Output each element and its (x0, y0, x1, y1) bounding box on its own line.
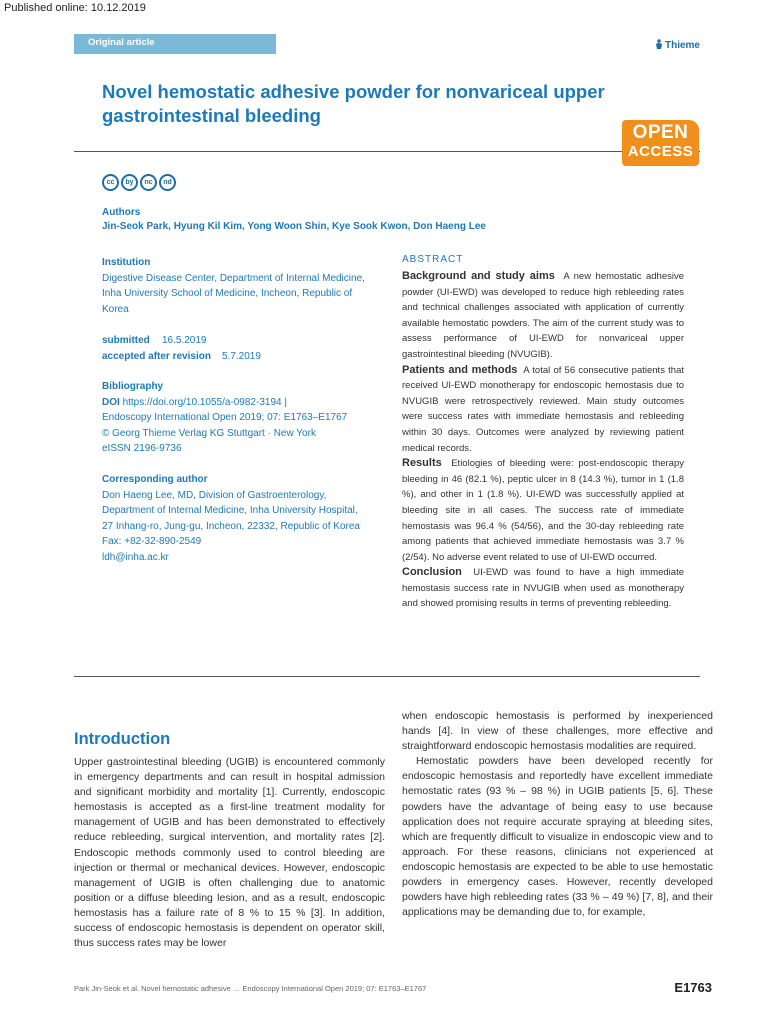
section-text: UI-EWD was found to have a high immediate hemostasis success rate in NVUGIB when used as monotherapy and showed promising results in terms of preventing rebleeding. (402, 567, 685, 610)
license-icons (102, 174, 176, 192)
page-number: E1763 (674, 980, 712, 995)
intro-paragraph: when endoscopic hemostasis is performed by inexperienced hands [4]. In view of these challenges, more effective and straightforward endoscopic hemostasis modalities are required. (402, 710, 713, 753)
abstract-results (402, 456, 684, 565)
cc-nc-icon: nc (140, 174, 157, 191)
intro-paragraph: Hemostatic powders have been developed recently for endoscopic hemostasis and reportedly have excellent immediate hemostatic rates (93 % – 98 %) in UGIB patients [5, 6]. These powders have the advantage of being easy to use because application does not require accurate spraying at bleeding sites, which are frequently difficult to visualize in endoscopic view and to approach. For these reasons, clinicians not experienced at endoscopic hemostasis are expected to be able to use hemostatic powders in emergency cases. However, recently developed powders have high rebleeding rates (33 % – 49 %) [7, 8], and their applications may be demanding due to, for example, (402, 755, 713, 919)
article-type-banner (74, 34, 276, 54)
section-text: A new hemostatic adhesive powder (UI-EWD) was developed to reduce high rebleeding rates and technical challenges associated with application of currently available hemostatic powders. The aim of the current study was to assess performance of UI-EWD for nonvariceal upper gastrointestinal bleeding (NVUGIB). (402, 271, 684, 360)
section-text: Etiologies of bleeding were: post-endoscopic therapy bleeding in 46 (82.1 %), peptic ulcer in 8 (14.3 %), tumor in 1 (1.8 %), and other in 1 (1.8 %). UI-EWD was successfully applied at bleeding site in all cases. The success rate of immediate hemostasis was 96.4 % (54/56), and the 30-day rebleeding rate among patients that achieved immediate hemostasis was 3.7 % (2/54). No adverse event related to use of UI-EWD occurred. (402, 458, 684, 563)
publisher-logo (655, 38, 700, 51)
abstract-methods (402, 363, 684, 457)
authors-label: Authors (102, 207, 141, 218)
thieme-logo-icon (655, 39, 663, 49)
institution-line: Digestive Disease Center, Department of Internal Medicine, (102, 272, 365, 284)
published-date: Published online: 10.12.2019 (4, 2, 146, 14)
section-label: Patients and methods (402, 363, 518, 376)
institution-label: Institution (102, 257, 151, 268)
cc-icon: cc (102, 174, 119, 191)
copyright: © Georg Thieme Verlag KG Stuttgart · New York (102, 427, 316, 439)
publisher-name: Thieme (664, 40, 700, 51)
section-text: A total of 56 consecutive patients that received UI-EWD monotherapy for endoscopic hemostasis due to NVUGIB were retrospectively reviewed. Main study outcomes were success rates with immediate hemostasis and rebleeding within 30 days. Outcomes were analyzed by reviewing patient medical records. (402, 364, 684, 454)
abstract-divider (74, 676, 700, 677)
intro-paragraph: Upper gastrointestinal bleeding (UGIB) is encountered commonly in emergency departments and can result in hospital admission and significant morbidity and mortality [1]. Currently, endoscopic hemostasis is accepted as a first-line treatment modality for management of UGIB and has been demonstrated to effectively reduce rebleeding, surgical intervention, and mortality rates [2]. Endoscopic methods commonly used to control bleeding are injection or thermal or mechanical devices. However, endoscopic management of UGIB is often challenging due to anatomic position or a diffuse bleeding lesion, and as a result, endoscopic hemostasis has a failure rate of 8 % to 15 % [3]. In addition, success of endoscopic hemostasis is dependent on operator skill, thus success rates may be lower (74, 756, 385, 950)
email-link[interactable]: ldh@inha.ac.kr (102, 551, 169, 563)
running-footer: Park Jin-Seok et al. Novel hemostatic adhesive … Endoscopy International Open 2019; 07: E1763–E1767 (74, 984, 427, 993)
corresponding-line: 27 Inhang-ro, Jung-gu, Incheon, 22332, Republic of Korea (102, 520, 360, 532)
article-type-label: Original article (88, 37, 155, 48)
body-column-left (74, 755, 385, 951)
institution-line: Korea (102, 303, 129, 315)
cc-nd-icon: nd (159, 174, 176, 191)
abstract-heading: ABSTRACT (402, 254, 464, 265)
submitted-label: submitted (102, 335, 150, 346)
authors-names: Jin-Seok Park, Hyung Kil Kim, Yong Woon Shin, Kye Sook Kwon, Don Haeng Lee (102, 221, 486, 232)
doi-link[interactable]: https://doi.org/10.1055/a-0982-3194 | (122, 396, 287, 408)
open-access-line1: OPEN (632, 122, 689, 143)
open-access-line2: ACCESS (627, 143, 694, 160)
header-divider (74, 151, 700, 152)
fax: Fax: +82-32-890-2549 (102, 536, 202, 547)
corresponding-line: Department of Internal Medicine, Inha University Hospital, (102, 505, 358, 516)
journal-citation: Endoscopy International Open 2019; 07: E1763–E1767 (102, 412, 348, 423)
corresponding-block (102, 472, 392, 565)
bibliography-block (102, 379, 392, 457)
open-access-badge (622, 120, 699, 166)
accepted-date: 5.7.2019 (222, 350, 261, 362)
introduction-heading: Introduction (74, 730, 171, 748)
body-column-right (402, 709, 713, 920)
abstract-background (402, 269, 684, 363)
accepted-label: accepted after revision (102, 350, 211, 362)
corresponding-label: Corresponding author (102, 474, 208, 485)
institution-block (102, 255, 392, 317)
corresponding-line: Don Haeng Lee, MD, Division of Gastroenterology, (102, 489, 327, 501)
abstract (402, 254, 684, 612)
cc-by-icon: by (121, 174, 138, 191)
section-label: Background and study aims (402, 270, 555, 282)
article-title: Novel hemostatic adhesive powder for nonvariceal upper gastrointestinal bleeding (102, 81, 605, 126)
section-label: Conclusion (402, 566, 462, 579)
abstract-conclusion (402, 565, 684, 612)
bibliography-label: Bibliography (102, 381, 164, 392)
eissn: eISSN 2196-9736 (102, 443, 182, 454)
doi-label: DOI (102, 396, 120, 408)
submitted-date: 16.5.2019 (162, 335, 207, 346)
institution-line: Inha University School of Medicine, Incheon, Republic of (102, 288, 353, 299)
dates-block (102, 333, 392, 364)
section-label: Results (402, 457, 442, 470)
